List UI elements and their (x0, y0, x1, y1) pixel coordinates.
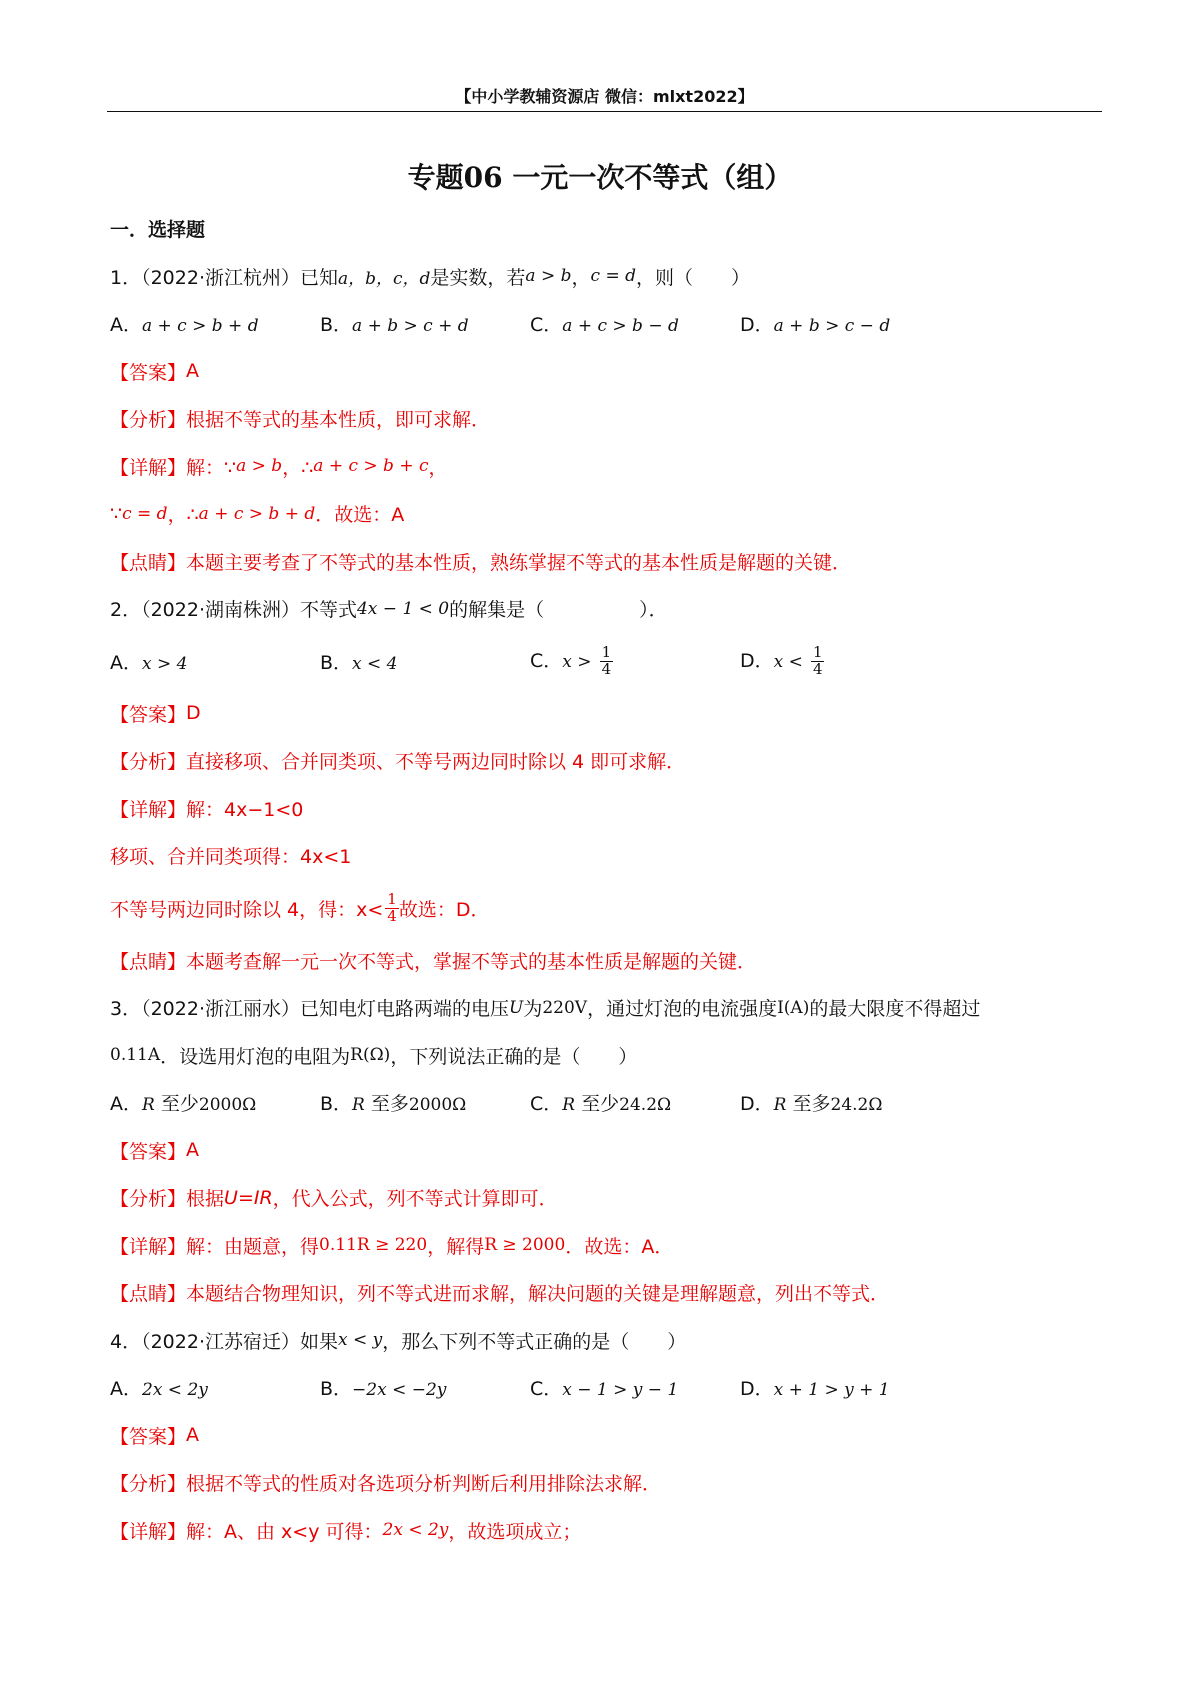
q1-detail: 【详解】 解：∵ a > b ，∴ a + c > b + c ， (110, 456, 448, 479)
q3-options (110, 1079, 1100, 1127)
q1-condition-1: a > b (525, 266, 572, 287)
q3-answer: 【答案】 A (110, 1139, 200, 1163)
q1-vars: a，b，c，d (337, 268, 431, 289)
q1-stem-text-3: ，则（ ） (635, 266, 750, 289)
q1-option-c: C．a + c > b − d (530, 314, 679, 337)
q4-answer: 【答案】 A (110, 1424, 200, 1448)
q3-stem: 3．（2022·浙江丽水）已知电灯电路两端的电压 U 为 220V ，通过灯泡的电流强度 I(A) 的最大限度不得超过 (110, 997, 981, 1021)
q1-answer-value: A (186, 360, 200, 383)
q2-step-2: 不等号两边同时除以 4，得：x< $\frac{1}{4}$ 故选：D． (110, 889, 490, 925)
q3-stem-2: 0.11A ．设选用灯泡的电阻为 R(Ω) ，下列说法正确的是（ ） (110, 1045, 638, 1068)
q3-option-c: C．R 至少24.2Ω (530, 1093, 672, 1116)
q1-option-a-expr: a + c > b + d (142, 316, 259, 337)
q2-options (110, 633, 1100, 690)
q2-stem: 2．（2022·湖南株洲）不等式 4x − 1 < 0 的解集是（ ）． (110, 598, 668, 622)
q1-option-b: B．a + b > c + d (320, 314, 469, 337)
q2-step-2-fraction: $\frac{1}{4}$ (387, 889, 397, 925)
q4-option-d: D．x + 1 > y + 1 (740, 1378, 890, 1401)
q1-option-c-expr: a + c > b − d (562, 316, 679, 337)
page-header: 【中小学教辅资源店 微信：mlxt2022】 (455, 87, 754, 106)
q4-options (110, 1364, 1100, 1412)
q1-answer: 【答案】 A (110, 360, 200, 384)
q1-option-b-expr: a + b > c + d (352, 316, 469, 337)
q1-comment: 【点睛】 本题主要考查了不等式的基本性质，熟练掌握不等式的基本性质是解题的关键． (110, 551, 852, 574)
q2-option-d: D．x < $\frac{1}{4}$ (740, 642, 823, 678)
q4-stem: 4．（2022·江苏宿迁）如果 x < y ，那么下列不等式正确的是（ ） (110, 1330, 687, 1353)
document-title: 专题06 一元一次不等式（组） (407, 161, 793, 194)
q3-option-b: B．R 至多2000Ω (320, 1093, 467, 1116)
q2-option-b: B．x < 4 (320, 651, 398, 674)
q2-option-c: C．x > $\frac{1}{4}$ (530, 642, 612, 678)
q2-answer: 【答案】 D (110, 702, 201, 726)
q3-option-a: A．R 至少2000Ω (110, 1093, 257, 1116)
q2-inequality: 4x − 1 < 0 (356, 598, 450, 619)
q2-analysis: 【分析】 直接移项、合并同类项、不等号两边同时除以 4 即可求解． (110, 751, 686, 774)
q3-option-d: D．R 至多24.2Ω (740, 1093, 883, 1116)
section-heading: 一．选择题 (110, 219, 206, 242)
document-body (110, 205, 1100, 1554)
q4-option-b: B．−2x < −2y (320, 1378, 447, 1401)
q1-analysis: 【分析】 根据不等式的基本性质，即可求解． (110, 409, 491, 432)
header-divider (107, 111, 1102, 112)
q1-option-d-expr: a + b > c − d (773, 316, 891, 337)
q2-step-1: 移项、合并同类项得：4x<1 (110, 846, 352, 869)
q1-option-a: A．a + c > b + d (110, 314, 259, 337)
q4-detail: 【详解】 解：A、由 x<y 可得： 2x < 2y ，故选项成立； (110, 1520, 582, 1543)
q2-option-a: A．x > 4 (110, 651, 188, 674)
q1-separator: ， (571, 266, 591, 289)
q4-analysis: 【分析】 根据不等式的性质对各选项分析判断后利用排除法求解． (110, 1473, 662, 1496)
q1-stem-text: 1．（2022·浙江杭州）已知 (110, 266, 338, 289)
q2-comment: 【点睛】 本题考查解一元一次不等式，掌握不等式的基本性质是解题的关键． (110, 950, 757, 973)
q3-comment: 【点睛】 本题结合物理知识，列不等式进而求解，解决问题的关键是理解题意，列出不等式． (110, 1283, 890, 1306)
q1-stem-text-2: 是实数，若 (430, 266, 526, 289)
q1-detail-2: ∵ c = d ，∴ a + c > b + d ．故选：A (110, 502, 405, 527)
q1-option-d: D．a + b > c − d (740, 314, 891, 337)
q1-options (110, 300, 1100, 348)
q2-detail: 【详解】 解：4x−1<0 (110, 798, 304, 821)
q4-option-a: A．2x < 2y (110, 1378, 208, 1401)
q3-analysis: 【分析】 根据 U=IR ，代入公式，列不等式计算即可． (110, 1186, 558, 1211)
q4-option-c: C．x − 1 > y − 1 (530, 1378, 679, 1401)
q1-condition-2: c = d (590, 266, 636, 287)
q2-option-c-fraction: $\frac{1}{4}$ (601, 642, 612, 678)
q1-stem (110, 253, 1100, 301)
q3-detail: 【详解】 解：由题意，得 0.11R ≥ 220 ，解得 R ≥ 2000 ．故选：A． (110, 1235, 674, 1258)
q2-option-d-fraction: $\frac{1}{4}$ (812, 642, 823, 678)
